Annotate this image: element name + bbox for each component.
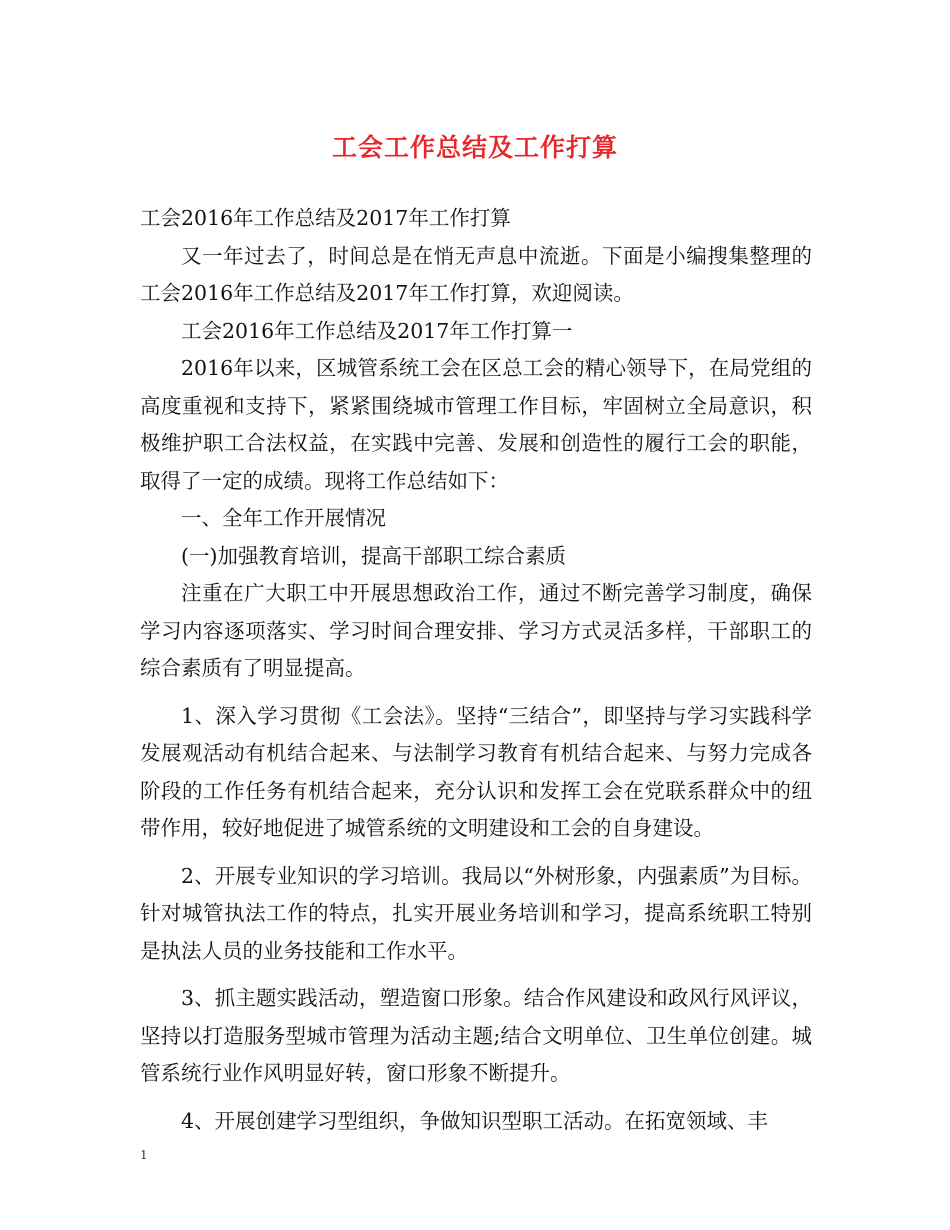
paragraph-subtitle: 工会2016年工作总结及2017年工作打算	[140, 206, 511, 230]
paragraph-item-4: 4、开展创建学习型组织，争做知识型职工活动。在拓宽领域、丰	[181, 1108, 769, 1133]
paragraph-overview: 2016年以来，区城管系统工会在区总工会的精心领导下，在局党组的高度重视和支持下，紧紧围绕城市管理工作目标，牢固树立全局意识，积极维护职工合法权益，在实践中完善、发展和创造性的履行工会的职能，取得了一定的成绩。现将工作总结如下：	[140, 356, 812, 493]
paragraph-section-heading: 工会2016年工作总结及2017年工作打算一	[181, 318, 573, 343]
paragraph-item-2: 2、开展专业知识的学习培训。我局以“外树形象，内强素质”为目标。针对城管执法工作的特点，扎实开展业务培训和学习，提高系统职工特别是执法人员的业务技能和工作水平。	[140, 863, 812, 963]
paragraph-heading-1-1: (一)加强教育培训，提高干部职工综合素质	[181, 543, 566, 568]
paragraph-intro: 又一年过去了，时间总是在悄无声息中流逝。下面是小编搜集整理的工会2016年工作总结及2017年工作打算，欢迎阅读。	[140, 243, 812, 305]
paragraph-heading-1: 一、全年工作开展情况	[181, 506, 386, 530]
paragraph-item-3: 3、抓主题实践活动，塑造窗口形象。结合作风建设和政风行风评议，坚持以打造服务型城市管理为活动主题;结合文明单位、卫生单位创建。城管系统行业作风明显好转，窗口形象不断提升。	[140, 986, 812, 1085]
document-title: 工会工作总结及工作打算	[331, 133, 618, 162]
paragraph-education: 注重在广大职工中开展思想政治工作，通过不断完善学习制度，确保学习内容逐项落实、学习时间合理安排、学习方式灵活多样，干部职工的综合素质有了明显提高。	[140, 581, 812, 680]
document-body	[140, 200, 812, 1140]
paragraph-item-1: 1、深入学习贯彻《工会法》。坚持“三结合”，即坚持与学习实践科学发展观活动有机结合起来、与法制学习教育有机结合起来、与努力完成各阶段的工作任务有机结合起来，充分认识和发挥工会在党联系群众中的纽带作用，较好地促进了城管系统的文明建设和工会的自身建设。	[140, 703, 812, 840]
page-number: 1	[140, 1148, 148, 1162]
